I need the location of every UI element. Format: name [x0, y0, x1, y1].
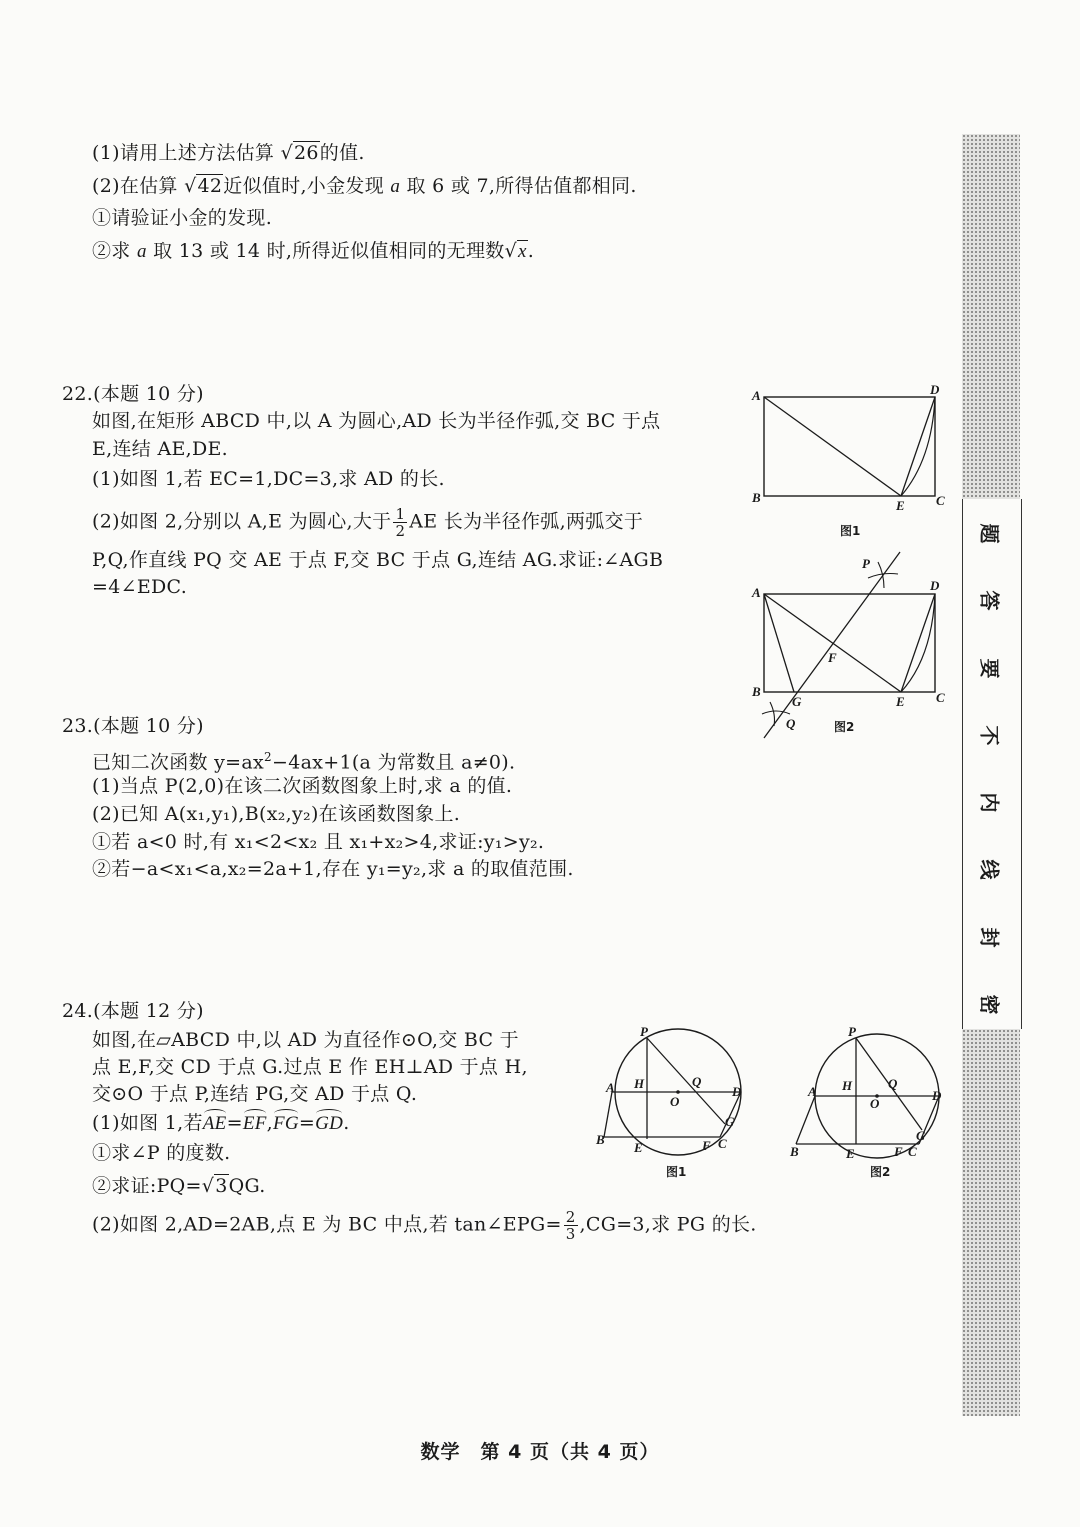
svg-text:E: E	[896, 694, 905, 709]
fraction-two-thirds: $\frac{2}{3}$	[565, 1208, 576, 1243]
svg-text:Q: Q	[888, 1076, 898, 1091]
q22-line2: E,连结 AE,DE.	[92, 438, 229, 460]
svg-text:P: P	[848, 1024, 856, 1039]
q24-line1: 如图,在▱ABCD 中,以 AD 为直径作⊙O,交 BC 于	[92, 1029, 519, 1051]
q24-line2: 点 E,F,交 CD 于点 G.过点 E 作 EH⊥AD 于点 H,	[92, 1056, 528, 1078]
svg-text:F: F	[828, 650, 837, 665]
svg-text:A: A	[808, 1084, 817, 1099]
q22-figure-1	[748, 380, 958, 540]
seal-pattern-top	[962, 134, 1020, 499]
q22-heading: 22.(本题 10 分)	[62, 383, 204, 405]
q21-sub2: ②求 a 取 13 或 14 时,所得近似值相同的无理数√x.	[92, 240, 535, 262]
svg-text:D: D	[930, 382, 940, 397]
svg-text:A: A	[752, 388, 761, 403]
q24-line3: 交⊙O 于点 P,连结 PG,交 AD 于点 Q.	[92, 1083, 418, 1105]
q23-line2: (1)当点 P(2,0)在该二次函数图象上时,求 a 的值.	[92, 775, 513, 797]
svg-text:B: B	[596, 1132, 605, 1147]
seal-notice: 题 答 要 不 内 线 封 密	[977, 523, 1002, 1015]
svg-text:图1: 图1	[840, 524, 861, 538]
q21-sub1: ①请验证小金的发现.	[92, 207, 273, 229]
q24-figure-2	[786, 1024, 956, 1184]
svg-text:D: D	[930, 578, 940, 593]
q23-line5: ②若−a<x₁<a,x₂=2a+1,存在 y₁=y₂,求 a 的取值范围.	[92, 858, 574, 880]
q22-line4: (2)如图 2,分别以 A,E 为圆心,大于 $\frac{1}{2}$ AE 长为半径作弧,两弧交于	[92, 505, 644, 540]
q23-line3: (2)已知 A(x₁,y₁),B(x₂,y₂)在该函数图象上.	[92, 803, 461, 825]
svg-text:O: O	[870, 1096, 880, 1111]
svg-text:D: D	[932, 1088, 942, 1103]
svg-text:B: B	[790, 1144, 799, 1159]
fraction-half: $\frac{1}{2}$	[395, 505, 406, 540]
q22-figure-2	[748, 548, 958, 743]
q24-line4: (1)如图 1,若AE=EF,FG=GD.	[92, 1110, 350, 1137]
q24-figure-1	[594, 1024, 754, 1184]
svg-text:E: E	[896, 498, 905, 513]
svg-text:D: D	[732, 1084, 742, 1099]
svg-text:F: F	[702, 1138, 711, 1153]
svg-text:P: P	[862, 556, 870, 571]
svg-text:E: E	[846, 1146, 855, 1161]
q23-line4: ①若 a<0 时,有 x₁<2<x₂ 且 x₁+x₂>4,求证:y₁>y₂.	[92, 831, 545, 853]
q22-line5: P,Q,作直线 PQ 交 AE 于点 F,交 BC 于点 G,连结 AG.求证:∠AGB	[92, 549, 664, 571]
svg-text:C: C	[936, 690, 945, 705]
svg-text:C: C	[936, 493, 945, 508]
q24-line7: (2)如图 2,AD=2AB,点 E 为 BC 中点,若 tan∠EPG= $\frac{2}{3}$ ,CG=3,求 PG 的长.	[92, 1208, 757, 1243]
svg-text:图1: 图1	[666, 1165, 687, 1179]
svg-text:A: A	[606, 1080, 615, 1095]
svg-text:F: F	[894, 1144, 903, 1159]
svg-text:图2: 图2	[870, 1165, 891, 1179]
svg-text:C: C	[718, 1136, 727, 1151]
svg-text:B: B	[752, 684, 761, 699]
q24-heading: 24.(本题 12 分)	[62, 1000, 204, 1022]
q23-heading: 23.(本题 10 分)	[62, 715, 204, 737]
svg-text:C: C	[908, 1144, 917, 1159]
q22-line6: =4∠EDC.	[92, 576, 188, 598]
svg-text:G: G	[916, 1128, 926, 1143]
q21-part2: (2)在估算 √42近似值时,小金发现 a 取 6 或 7,所得估值都相同.	[92, 175, 637, 197]
svg-text:G: G	[792, 694, 802, 709]
svg-text:O: O	[670, 1094, 680, 1109]
svg-text:P: P	[640, 1024, 648, 1039]
svg-text:G: G	[725, 1114, 735, 1129]
svg-text:B: B	[752, 490, 761, 505]
q24-line5: ①求∠P 的度数.	[92, 1142, 231, 1164]
svg-text:H: H	[634, 1076, 645, 1091]
page-footer: 数学 第 4 页（共 4 页）	[420, 1441, 660, 1463]
q21-part1: (1)请用上述方法估算 √26的值.	[92, 142, 365, 164]
seal-strip	[962, 134, 1020, 1416]
svg-text:E: E	[634, 1140, 643, 1155]
q22-line3: (1)如图 1,若 EC=1,DC=3,求 AD 的长.	[92, 468, 445, 490]
svg-text:图2: 图2	[834, 720, 855, 734]
q23-line1: 已知二次函数 $y=ax^2-4ax+1(a$ 为常数且 a≠0).	[92, 750, 516, 774]
q22-line1: 如图,在矩形 ABCD 中,以 A 为圆心,AD 长为半径作弧,交 BC 于点	[92, 410, 661, 432]
svg-text:Q: Q	[786, 716, 796, 731]
svg-text:H: H	[842, 1078, 853, 1093]
seal-pattern-bottom	[962, 1029, 1020, 1416]
q24-line6: ②求证:PQ=√3QG.	[92, 1175, 266, 1197]
svg-text:A: A	[752, 585, 761, 600]
svg-text:Q: Q	[692, 1074, 702, 1089]
